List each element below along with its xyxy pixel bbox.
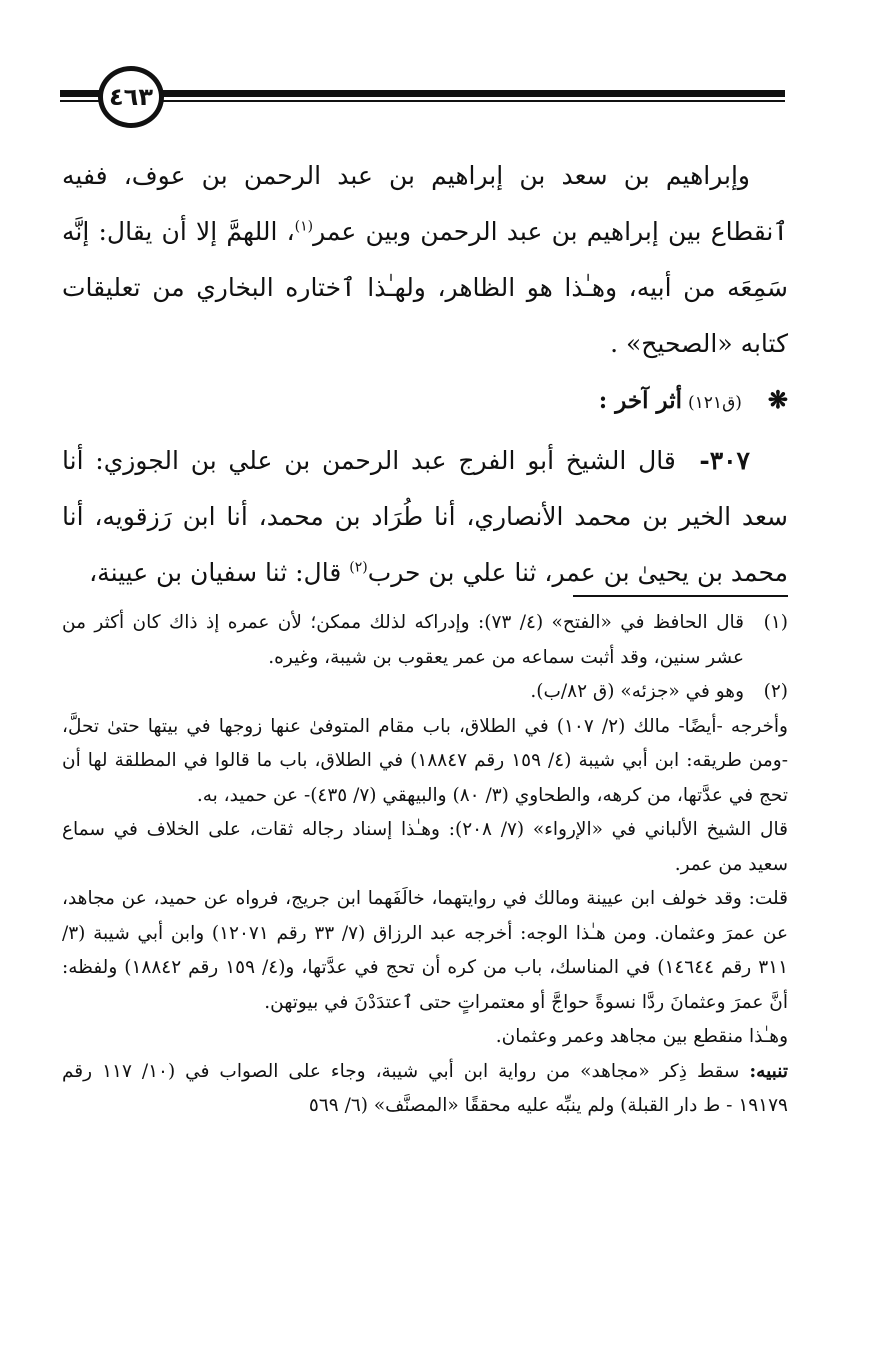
manuscript-ref: (ق١٢١) (688, 393, 742, 413)
footnote-2-para-d: وهـٰذا منقطع بين مجاهد وعمر وعثمان. (495, 1026, 788, 1047)
footnote-2-text: وهو في «جزئه» (ق ٨٢/ب). (530, 681, 744, 702)
footnote-1 (62, 606, 788, 675)
paragraph-1 (62, 148, 788, 372)
footnote-1-text: قال الحافظ في «الفتح» (٤/ ٧٣): وإدراكه لذلك ممكن؛ لأن عمره إذ ذاك كان أكثر من عشر سنين، وقد أثبت سماعه من عمر يعقوب بن شيبة، وغيره. (62, 612, 745, 668)
hadith-number: ٣٠٧- (699, 446, 750, 475)
footnote-2-para-a: وأخرجه -أيضًا- مالك (٢/ ١٠٧) في الطلاق، باب مقام المتوفىٰ عنها زوجها في بيتها حتىٰ تحلَّ، -ومن طريقه: ابن أبي شيبة (٤/ ١٥٩ رقم ١٨٨٤٧) في الطلاق، باب ما قالوا في المطلقة لها أن تحج في عدَّتها، من كرهه، والطحاوي (٣/ ٨٠) والبيهقي (٧/ ٤٣٥)- عن حميد، به. (62, 715, 788, 806)
note-label: تنبيه: (749, 1060, 788, 1082)
page-number: ٤٦٣ (98, 66, 164, 128)
footnote-ref-1[interactable]: (١) (294, 218, 314, 235)
paragraph-1-text: وإبراهيم بن سعد بن إبراهيم بن عبد الرحمن بن عوف، ففيه ٱنقطاع بين إبراهيم بن عبد الرحمن وبين عمر (62, 161, 788, 246)
star-ornament-icon: ❋ (767, 385, 788, 414)
footnote-2-number: (٢) (763, 681, 788, 702)
section-heading (62, 376, 788, 427)
page-header (60, 66, 785, 130)
footnote-2-para-c: قلت: وقد خولف ابن عيينة ومالك في روايتهما، خالَفَهما ابن جريج، فرواه عن حميد، عن مجاهد، عن عمرَ وعثمان. ومن هـٰذا الوجه: أخرجه عبد الرزاق (٧/ ٣٣ رقم ١٢٠٧١) وابن أبي شيبة (٣/ ٣١١ رقم ١٤٦٤٤) في المناسك، باب من كره أن تحج في عدَّتها، و(٤/ ١٥٩ رقم ١٨٨٤٢) ولفظه: أنَّ عمرَ وعثمانَ ردَّا نسوةً حواجَّ أو معتمراتٍ حتى ٱعتدَدْنَ في بيوتهن. (62, 888, 789, 1013)
footnote-1-number: (١) (763, 612, 788, 633)
footnote-2-para-b: قال الشيخ الألباني في «الإرواء» (٧/ ٢٠٨): وهـٰذا إسناد رجاله ثقات، على الخلاف في سماع سعيد من عمر. (62, 819, 788, 875)
hadith-307 (62, 433, 788, 601)
footnotes (62, 606, 788, 1124)
footnote-2 (62, 675, 788, 710)
hadith-text-cont: قال: ثنا سفيان بن عيينة، (89, 558, 350, 587)
hadith-text: قال الشيخ أبو الفرج عبد الرحمن بن علي بن الجوزي: أنا سعد الخير بن محمد الأنصاري، أنا طُرَاد بن محمد، أنا ابن رَزقويه، أنا محمد بن يحيىٰ بن عمر، ثنا علي بن حرب (62, 446, 788, 587)
paragraph-1-text-cont: ، اللهمَّ إلا أن يقال: إنَّه سَمِعَه من أبيه، وهـٰذا هو الظاهر، ولهـٰذا ٱختاره البخاري من تعليقات كتابه «الصحيح» . (62, 217, 788, 358)
main-text (62, 148, 788, 601)
footnote-separator (573, 595, 788, 597)
footnote-ref-2[interactable]: (٢) (349, 559, 368, 576)
header-rule-thin (60, 100, 785, 102)
footnote-2-para-e (62, 1055, 788, 1124)
note-text: سقط ذِكر «مجاهد» من رواية ابن أبي شيبة، وجاء على الصواب في (١٠/ ١١٧ رقم ١٩١٧٩ - ط دار القبلة) ولم ينبِّه عليه محققًا «المصنَّف» (٦/ ٥٦٩ (62, 1060, 788, 1116)
section-title: أثر آخر : (598, 387, 683, 414)
header-rule-thick (60, 90, 785, 97)
